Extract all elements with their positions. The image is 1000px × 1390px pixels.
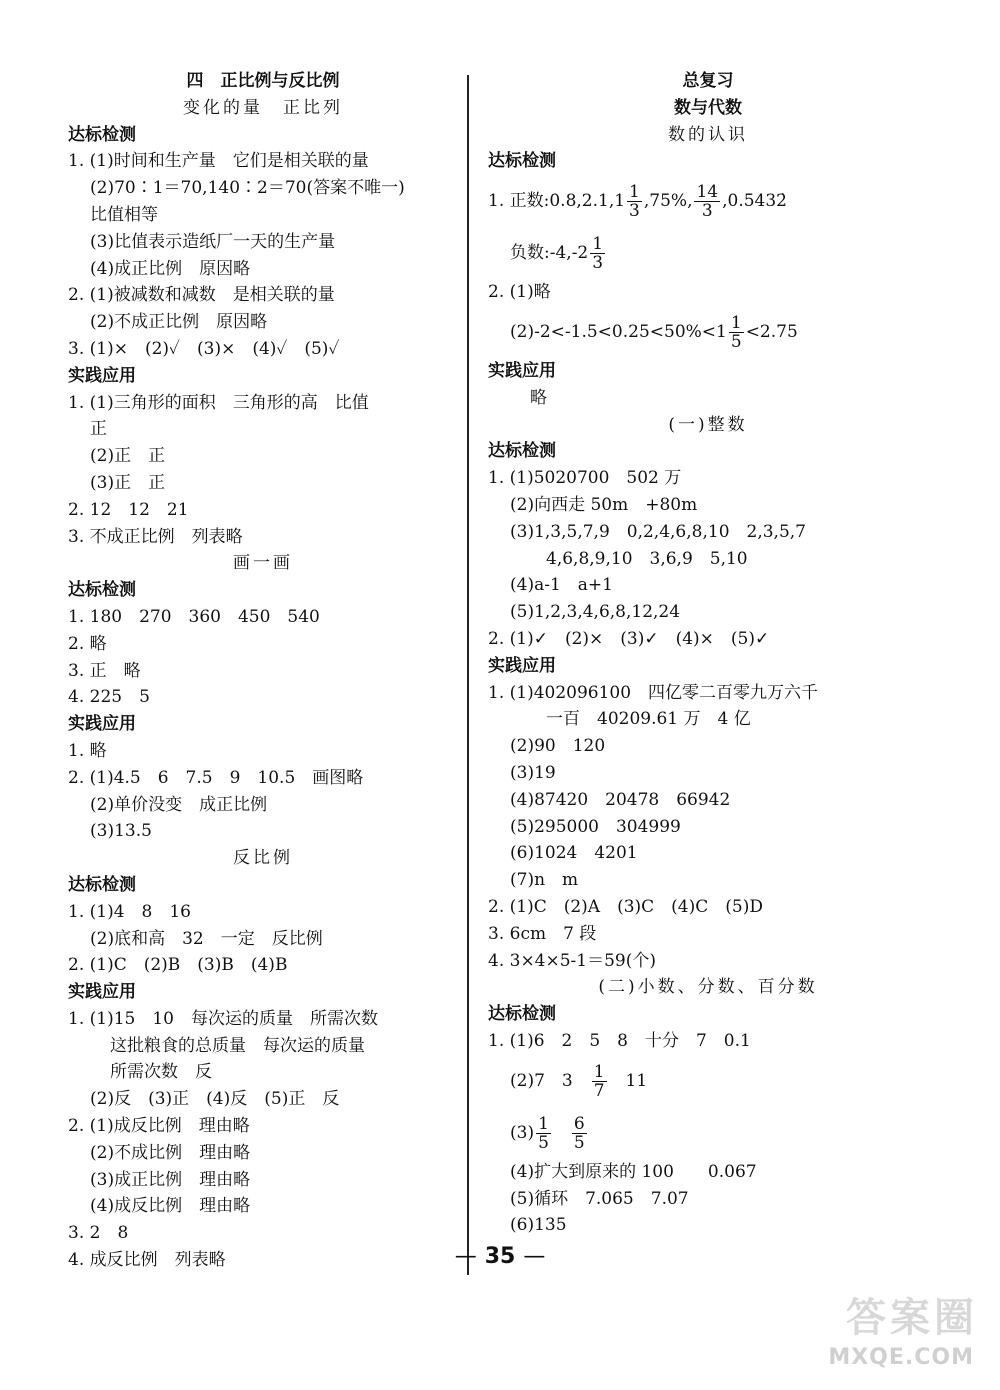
answer-line: (7)n m	[510, 870, 579, 891]
answer-line: 4. 成反比例 列表略	[68, 1250, 226, 1271]
answer-line: 3. 正 略	[68, 660, 141, 681]
numerator: 1	[592, 234, 604, 255]
section-heading: 实践应用	[488, 360, 556, 381]
section-heading: 实践应用	[488, 655, 556, 676]
page-number	[0, 1244, 1000, 1269]
section-heading: 达标检测	[488, 1004, 556, 1025]
numerator: 1	[538, 1113, 549, 1134]
numerator: 1	[593, 1061, 605, 1082]
answer-line: 1. (1)402096100 四亿零二百零九万六千	[488, 682, 819, 703]
left-column	[68, 68, 458, 1274]
chapter-title: 四 正比例与反比例	[186, 71, 340, 91]
answer-text: ,0.5432̇	[722, 191, 787, 212]
denominator: 3	[629, 201, 640, 222]
section-heading: 实践应用	[68, 982, 136, 1003]
watermark	[802, 1276, 978, 1376]
answer-line: 比值相等	[90, 204, 158, 225]
answer-line: 1. (1)6 2 5 8 十分 7 0.1	[488, 1030, 751, 1051]
watermark-logo: 答案圈	[846, 1295, 978, 1341]
section-heading: 实践应用	[68, 714, 136, 735]
answer-line: 4. 225 5	[68, 687, 150, 708]
review-subtitle: 数与代数	[674, 97, 742, 118]
answer-line: (2)反 (3)正 (4)反 (5)正 反	[90, 1089, 340, 1110]
answer-line: 1. 180 270 360 450 540	[68, 606, 320, 627]
watermark-url: MXQE.COM	[828, 1345, 974, 1370]
subsection-title: (二)小数、分数、百分数	[598, 977, 818, 998]
answer-line: (2)不成比例 理由略	[90, 1142, 251, 1163]
answer-line: 2. (1)成反比例 理由略	[68, 1116, 250, 1137]
fraction	[536, 1115, 551, 1152]
answer-line: 2. (1)C (2)B (3)B (4)B	[68, 955, 288, 976]
answer-line: 1. (1)三角形的面积 三角形的高 比值	[68, 392, 369, 413]
answer-line: 1. 略	[68, 740, 107, 761]
column-divider	[467, 75, 469, 1275]
answer-line: (2)90 120	[510, 736, 606, 757]
answer-line: 1. (1)时间和生产量 它们是相关联的量	[68, 151, 369, 172]
subsection-title: (一)整数	[668, 414, 748, 435]
answer-line: 1. (1)4 8 16	[68, 901, 191, 922]
section-heading: 达标检测	[488, 441, 556, 462]
answer-line: 1. (1)5020700 502 万	[488, 468, 682, 489]
answer-line: (5)循环 7.065̇ 7.07	[510, 1188, 689, 1209]
section-heading: 达标检测	[68, 874, 136, 895]
page-number-value: 35	[484, 1244, 516, 1269]
answer-line	[488, 1055, 928, 1107]
answer-line	[488, 175, 928, 227]
answer-line: 2. (1)被减数和减数 是相关联的量	[68, 285, 335, 306]
subsection-title: 数的认识	[668, 124, 748, 145]
answer-text: <2.75	[745, 321, 798, 342]
answer-line	[488, 1107, 928, 1159]
section-heading: 实践应用	[68, 365, 136, 386]
fraction	[694, 183, 720, 220]
answer-line: 3. 6cm 7 段	[488, 923, 597, 944]
subsection-title: 变化的量 正比列	[183, 97, 343, 118]
answer-line	[488, 227, 928, 279]
answer-text: ,75%,	[643, 191, 693, 212]
answer-line: 2. (1)C (2)A (3)C (4)C (5)D	[488, 896, 763, 917]
answer-text: (2)-2<-1.5<0.25<50%<1	[510, 321, 727, 342]
answer-line: 3. 不成正比例 列表略	[68, 526, 243, 547]
answer-line: 4,6,8,9,10 3,6,9 5,10	[546, 548, 748, 569]
answer-line: (3)1,3,5,7,9 0,2,4,6,8,10 2,3,5,7	[510, 521, 806, 542]
denominator: 5	[573, 1132, 585, 1153]
answer-text: 1. 正数:0.8,2.1,1	[488, 191, 626, 212]
answer-line: (4)成正比例 原因略	[90, 258, 251, 279]
answer-line: (3)13.5	[90, 821, 152, 842]
answer-line: (5)295000 304999	[510, 816, 681, 837]
answer-text: (2)7 3	[510, 1070, 573, 1091]
denominator: 5	[538, 1132, 549, 1153]
answer-line: 2. (1)✓ (2)× (3)✓ (4)× (5)✓	[488, 628, 770, 649]
denominator: 3	[592, 253, 604, 274]
fraction	[592, 1063, 607, 1100]
denominator: 7	[593, 1080, 605, 1101]
answer-line: 这批粮食的总质量 每次运的质量	[110, 1035, 365, 1056]
section-heading: 达标检测	[68, 124, 136, 145]
answer-line: 略	[530, 387, 547, 408]
review-title: 总复习	[682, 71, 734, 91]
fraction	[590, 235, 605, 272]
answer-line: (2)底和高 32 一定 反比例	[90, 928, 323, 949]
answer-line: 2. (1)4.5 6 7.5 9 10.5 画图略	[68, 767, 364, 788]
answer-line: 一百 40209.61 万 4 亿	[546, 709, 751, 730]
answer-line: (4)成反比例 理由略	[90, 1196, 251, 1217]
fraction	[729, 314, 744, 351]
answer-line: 2. (1)略	[488, 282, 551, 303]
right-column	[488, 68, 928, 1239]
fraction	[572, 1115, 587, 1152]
answer-line: (5)1,2,3,4,6,8,12,24	[510, 602, 681, 623]
page-dash: —	[523, 1244, 546, 1269]
answer-text: 11	[625, 1070, 648, 1091]
numerator: 1	[629, 182, 640, 203]
denominator: 3	[701, 201, 713, 222]
fraction	[627, 183, 642, 220]
answer-line: 2. 12 12 21	[68, 499, 189, 520]
answer-line: (3)正 正	[90, 472, 166, 493]
numerator: 1	[730, 312, 742, 333]
answer-line: 所需次数 反	[110, 1062, 212, 1083]
answer-line: (2)单价没变 成正比例	[90, 794, 268, 815]
answer-line: (3)比值表示造纸厂一天的生产量	[90, 231, 336, 252]
answer-line: (6)1024 4201	[510, 843, 638, 864]
answer-line: 3. (1)× (2)✓ (3)× (4)✓ (5)✓	[68, 338, 340, 359]
numerator: 6	[573, 1113, 585, 1134]
answer-line: (3)成正比例 理由略	[90, 1169, 251, 1190]
answer-line: 正	[90, 419, 107, 440]
page-dash: —	[454, 1244, 477, 1269]
answer-line: (4)87420 20478 66942	[510, 789, 731, 810]
numerator: 14	[696, 182, 719, 203]
answer-line: 4. 3×4×5-1＝59(个)	[488, 950, 657, 971]
answer-line: (2)向西走 50m +80m	[510, 494, 698, 515]
denominator: 5	[730, 331, 742, 352]
answer-line: (2)不成正比例 原因略	[90, 312, 268, 333]
answer-line: 2. 略	[68, 633, 107, 654]
answer-line: (2)70∶1＝70,140∶2＝70(答案不唯一)	[90, 178, 405, 199]
answer-line: (2)正 正	[90, 446, 166, 467]
answer-line: (4)a-1 a+1	[510, 575, 613, 596]
section-heading: 达标检测	[488, 151, 556, 172]
answer-text: (3)	[510, 1122, 535, 1143]
subsection-title: 反比例	[233, 848, 293, 869]
answer-text: 负数:-4,-2	[510, 243, 589, 264]
subsection-title: 画一画	[233, 553, 293, 574]
answer-line: 3. 2 8	[68, 1223, 129, 1244]
answer-line	[488, 306, 928, 358]
section-heading: 达标检测	[68, 580, 136, 601]
answer-line: (3)19	[510, 762, 556, 783]
answer-line: (6)135	[510, 1215, 567, 1236]
answer-line: 1. (1)15 10 每次运的质量 所需次数	[68, 1008, 378, 1029]
answer-line: (4)扩大到原来的 100 0.067	[510, 1161, 757, 1182]
